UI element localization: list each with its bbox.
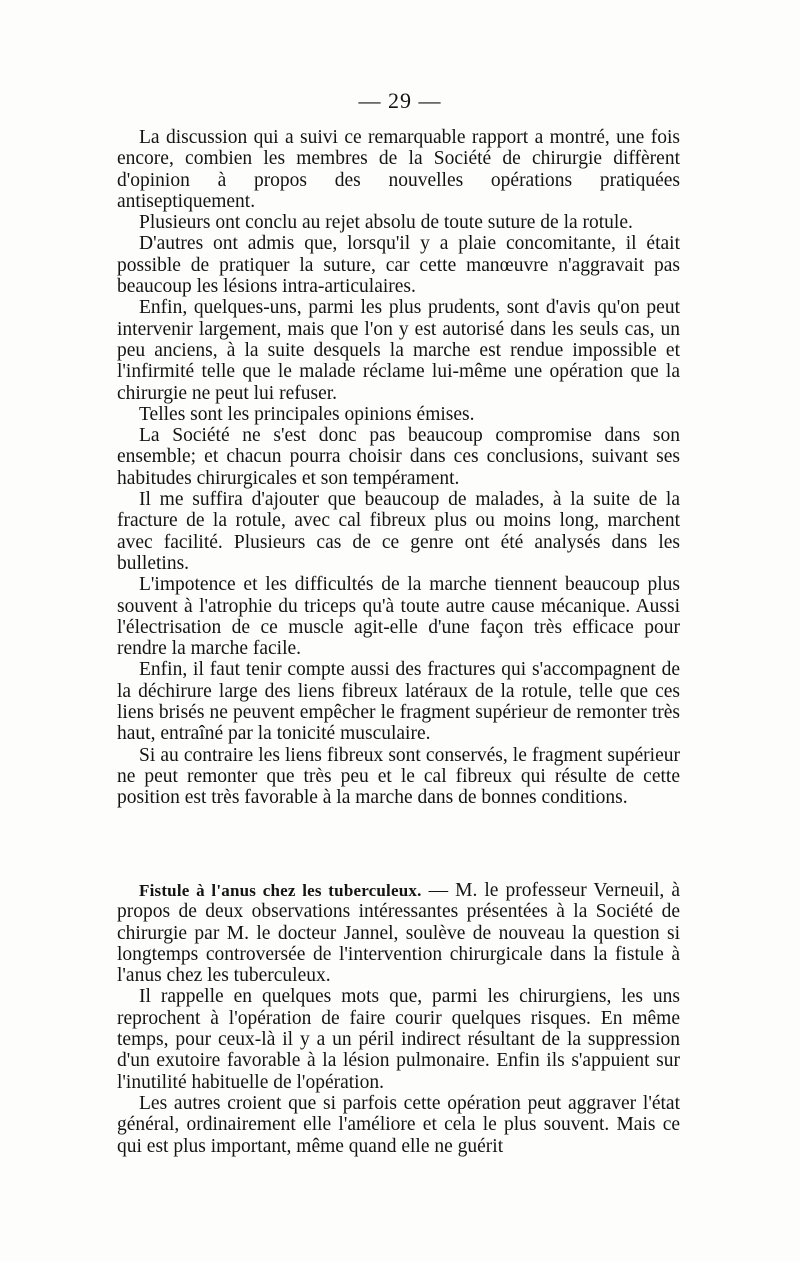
paragraph: Enfin, il faut tenir compte aussi des fractures qui s'accompagnent de la déchirure large des liens fibreux latéraux de la rotule, telle que ces liens brisés ne peuvent empêcher le fragment supérieur de remonter très haut, entraîné par la tonicité musculaire. <box>117 659 680 745</box>
paragraph: La Société ne s'est donc pas beaucoup compromise dans son ensemble; et chacun pourra choisir dans ces conclusions, suivant ses habitudes chirurgicales et son tempérament. <box>117 425 680 489</box>
section-intro-text: — M. le professeur Verneuil, à propos de deux observations intéressantes présentées à la Société de chirurgie par M. le docteur Jannel, soulève de nouveau la question si longtemps controversée de l'intervention chirurgicale dans la fistule à l'anus chez les tuberculeux. <box>117 880 681 987</box>
paragraph: Telles sont les principales opinions émises. <box>139 403 475 425</box>
text-block-rotule <box>117 127 680 809</box>
paragraph: D'autres ont admis que, lorsqu'il y a plaie concomitante, il était possible de pratiquer la suture, car cette manœuvre n'aggravait pas beaucoup les lésions intra-articulaires. <box>117 233 680 298</box>
paragraph: La discussion qui a suivi ce remarquable rapport a montré, une fois encore, combien les membres de la Société de chirurgie diffèrent d'opinion à propos des nouvelles opérations pratiquées antiseptiquement. <box>117 127 680 212</box>
paragraph: Les autres croient que si parfois cette opération peut aggraver l'état général, ordinairement elle l'améliore et cela le plus souvent. Mais ce qui est plus important, même quand elle ne guérit <box>117 1092 680 1157</box>
paragraph: L'impotence et les difficultés de la marche tiennent beaucoup plus souvent à l'atrophie du triceps qu'à toute autre cause mécanique. Aussi l'électrisation de ce muscle agit-elle d'une façon très efficace pour rendre la marche facile. <box>117 574 680 660</box>
section-title: Fistule à l'anus chez les tuberculeux. <box>139 881 422 900</box>
paragraph: Il me suffira d'ajouter que beaucoup de malades, à la suite de la fracture de la rotule, avec cal fibreux plus ou moins long, marchent avec facilité. Plusieurs cas de ce genre ont été analysés dans les bulletins. <box>117 489 680 574</box>
paragraph: Enfin, quelques-uns, parmi les plus prudents, sont d'avis qu'on peut intervenir largement, mais que l'on y est autorisé dans les seuls cas, un peu anciens, à la suite desquels la marche est rendue impossible et l'infirmité telle que le malade réclame lui-même une opération que la chirurgie ne peut lui refuser. <box>117 297 680 404</box>
paragraph: Plusieurs ont conclu au rejet absolu de toute suture de la rotule. <box>139 212 633 234</box>
section-heading-paragraph <box>117 880 680 986</box>
paragraph: Si au contraire les liens fibreux sont conservés, le fragment supérieur ne peut remonter que très peu et le cal fibreux qui résulte de cette position est très favorable à la marche dans de bonnes conditions. <box>117 744 680 809</box>
page-number: — 29 — <box>358 88 442 113</box>
text-block-fistule <box>117 880 680 1157</box>
paragraph: Il rappelle en quelques mots que, parmi les chirurgiens, les uns reprochent à l'opération de faire courir quelques risques. En même temps, pour ceux-là il y a un péril indirect résultant de la suppression d'un exutoire favorable à la lésion pulmonaire. Enfin ils s'appuient sur l'inutilité habituelle de l'opération. <box>117 986 680 1093</box>
